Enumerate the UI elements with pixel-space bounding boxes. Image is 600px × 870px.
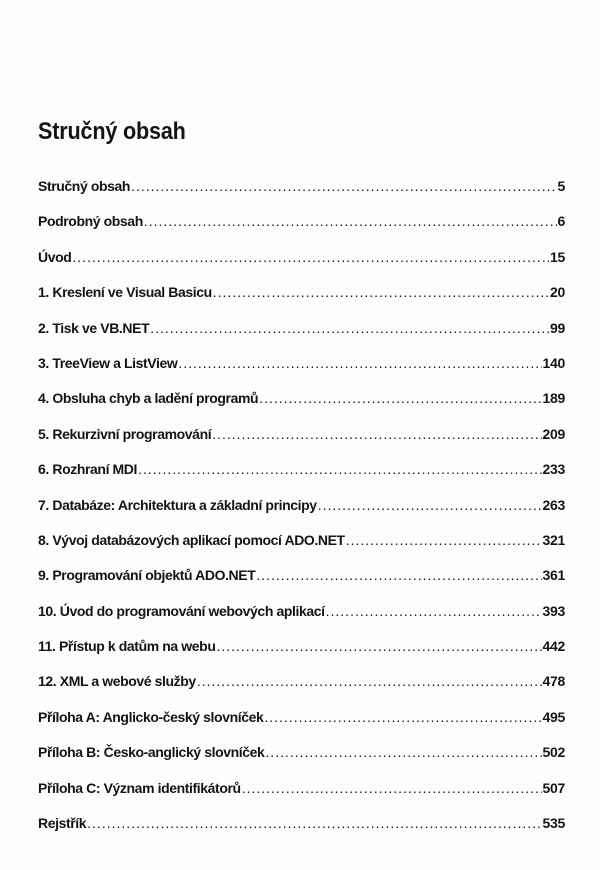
dot-leader xyxy=(144,213,557,229)
toc-entry-label: 8. Vývoj databázových aplikací pomocí ADO.NET xyxy=(38,531,345,548)
table-of-contents xyxy=(38,178,565,850)
toc-entry-page: 502 xyxy=(542,744,565,761)
toc-entry xyxy=(38,603,565,638)
toc-entry-page: 5 xyxy=(557,178,565,194)
toc-entry-page: 442 xyxy=(542,638,565,655)
toc-entry-page: 20 xyxy=(550,284,565,301)
toc-entry-label: Stručný obsah xyxy=(38,178,131,194)
toc-entry-label: 7. Databáze: Architektura a základní principy xyxy=(38,496,317,513)
toc-entry-label: Podrobný obsah xyxy=(38,213,143,230)
toc-entry xyxy=(38,497,565,532)
toc-entry-page: 507 xyxy=(542,779,565,796)
toc-entry xyxy=(38,815,565,850)
toc-entry-label: Příloha C: Význam identifikátorů xyxy=(38,779,241,796)
page-title: Stručný obsah xyxy=(38,118,186,145)
dot-leader xyxy=(87,815,541,831)
toc-entry-page: 393 xyxy=(542,602,565,619)
dot-leader xyxy=(216,638,541,654)
dot-leader xyxy=(178,355,541,371)
toc-entry-label: Úvod xyxy=(38,248,72,265)
toc-entry-label: 4. Obsluha chyb a ladění programů xyxy=(38,390,259,407)
toc-entry-label: Rejstřík xyxy=(38,815,87,832)
dot-leader xyxy=(256,567,541,583)
toc-entry-page: 321 xyxy=(542,531,565,548)
toc-entry-page: 99 xyxy=(550,319,565,336)
toc-entry-label: Příloha B: Česko-anglický slovníček xyxy=(38,744,265,761)
toc-entry xyxy=(38,178,565,213)
toc-entry-page: 263 xyxy=(542,496,565,513)
dot-leader xyxy=(318,497,542,513)
toc-entry-page: 189 xyxy=(542,390,565,407)
toc-entry xyxy=(38,355,565,390)
toc-entry-page: 361 xyxy=(542,567,565,584)
toc-entry-page: 209 xyxy=(542,425,565,442)
toc-entry xyxy=(38,673,565,708)
dot-leader xyxy=(346,532,542,548)
dot-leader xyxy=(72,249,549,265)
toc-entry xyxy=(38,249,565,284)
toc-entry xyxy=(38,426,565,461)
toc-entry xyxy=(38,638,565,673)
toc-entry-label: 5. Rekurzivní programování xyxy=(38,425,212,442)
toc-entry xyxy=(38,780,565,815)
dot-leader xyxy=(264,709,541,725)
toc-entry-label: 6. Rozhraní MDI xyxy=(38,461,138,478)
toc-entry-label: 11. Přístup k datům na webu xyxy=(38,638,216,655)
toc-entry xyxy=(38,709,565,744)
toc-entry-page: 140 xyxy=(542,354,565,371)
dot-leader xyxy=(326,603,542,619)
dot-leader xyxy=(265,744,541,760)
toc-entry-page: 495 xyxy=(542,708,565,725)
toc-entry-page: 233 xyxy=(542,461,565,478)
dot-leader xyxy=(213,284,549,300)
toc-entry xyxy=(38,284,565,319)
toc-entry-page: 6 xyxy=(557,213,565,230)
toc-entry-page: 535 xyxy=(542,815,565,832)
dot-leader xyxy=(131,178,556,194)
toc-entry xyxy=(38,744,565,779)
dot-leader xyxy=(259,390,541,406)
toc-entry xyxy=(38,213,565,248)
dot-leader xyxy=(138,461,542,477)
toc-entry xyxy=(38,320,565,355)
dot-leader xyxy=(212,426,541,442)
toc-entry-label: 10. Úvod do programování webových aplikací xyxy=(38,602,325,619)
toc-entry-label: 12. XML a webové služby xyxy=(38,673,196,690)
toc-entry-label: Příloha A: Anglicko-český slovníček xyxy=(38,708,264,725)
toc-entry xyxy=(38,567,565,602)
dot-leader xyxy=(242,780,542,796)
toc-entry-label: 9. Programování objektů ADO.NET xyxy=(38,567,256,584)
toc-entry xyxy=(38,532,565,567)
toc-entry-label: 2. Tisk ve VB.NET xyxy=(38,319,150,336)
toc-entry xyxy=(38,390,565,425)
toc-entry-label: 3. TreeView a ListView xyxy=(38,354,178,371)
dot-leader xyxy=(197,673,542,689)
toc-entry-page: 15 xyxy=(550,248,565,265)
toc-entry-label: 1. Kreslení ve Visual Basicu xyxy=(38,284,212,301)
toc-entry xyxy=(38,461,565,496)
toc-entry-page: 478 xyxy=(542,673,565,690)
dot-leader xyxy=(150,320,549,336)
